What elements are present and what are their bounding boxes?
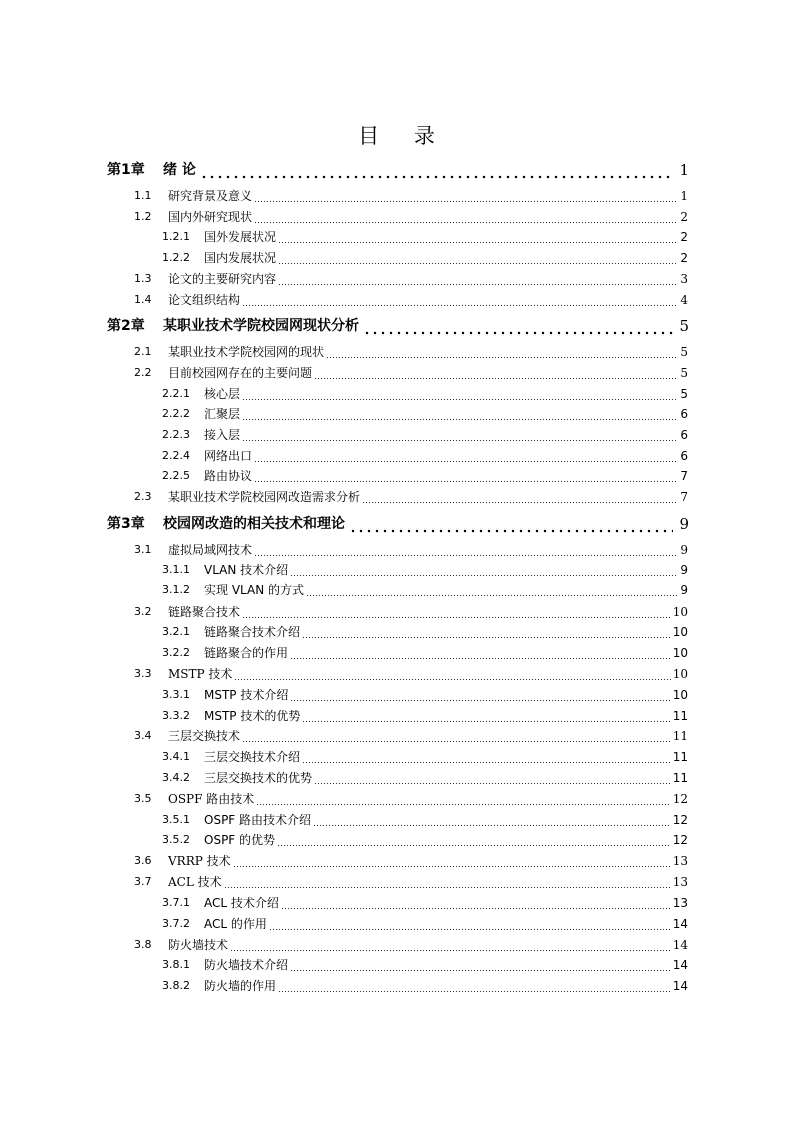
toc-chapter-entry[interactable] xyxy=(107,162,689,179)
toc-subsection-entry[interactable] xyxy=(162,428,688,442)
toc-section-entry[interactable] xyxy=(134,345,688,359)
toc-subsection-entry[interactable] xyxy=(162,583,688,597)
toc-dot-leader xyxy=(277,833,671,847)
toc-entry-number: 1.4 xyxy=(134,293,152,306)
toc-page-number: 9 xyxy=(680,563,688,577)
toc-dot-leader xyxy=(302,750,671,764)
toc-entry-number: 3.2 xyxy=(134,605,152,618)
toc-dot-leader xyxy=(242,605,671,619)
toc-subsection-entry[interactable] xyxy=(162,979,688,993)
toc-entry-title: 汇聚层 xyxy=(204,407,241,421)
toc-dot-leader xyxy=(290,646,671,660)
toc-dot-leader xyxy=(224,875,671,889)
toc-entry-title: 某职业技术学院校园网现状分析 xyxy=(163,318,359,334)
toc-subsection-entry[interactable] xyxy=(162,469,688,483)
toc-page-number: 2 xyxy=(680,210,688,224)
toc-page-number: 10 xyxy=(672,625,688,639)
toc-page-number: 2 xyxy=(680,251,688,265)
toc-entry-title: 防火墙技术介绍 xyxy=(204,958,289,972)
toc-page-number: 11 xyxy=(672,709,688,723)
toc-section-entry[interactable] xyxy=(134,938,688,952)
toc-page-number: 13 xyxy=(672,896,688,910)
toc-entry-title: OSPF 路由技术介绍 xyxy=(204,813,312,827)
toc-subsection-entry[interactable] xyxy=(162,958,688,972)
toc-page-number: 9 xyxy=(679,515,689,533)
toc-entry-number: 3.6 xyxy=(134,854,152,867)
toc-dot-leader xyxy=(242,407,678,421)
toc-section-entry[interactable] xyxy=(134,366,688,380)
toc-dot-leader xyxy=(254,543,678,557)
toc-page-number: 11 xyxy=(672,729,688,743)
toc-section-entry[interactable] xyxy=(134,543,688,557)
toc-dot-leader xyxy=(314,771,671,785)
toc-entry-title: OSPF 的优势 xyxy=(204,833,276,847)
toc-section-entry[interactable] xyxy=(134,792,688,806)
toc-page-number: 5 xyxy=(680,387,688,401)
toc-subsection-entry[interactable] xyxy=(162,449,688,463)
toc-dot-leader xyxy=(313,813,671,827)
toc-entry-number: 第1章 xyxy=(107,162,145,178)
toc-entry-title: ACL 的作用 xyxy=(204,917,267,931)
toc-dot-leader xyxy=(362,490,678,504)
page-title: 目 录 xyxy=(358,124,449,148)
toc-subsection-entry[interactable] xyxy=(162,833,688,847)
toc-page-number: 1 xyxy=(679,161,689,179)
toc-entry-title: 核心层 xyxy=(204,387,241,401)
toc-entry-title: 研究背景及意义 xyxy=(168,189,253,203)
toc-entry-title: 某职业技术学院校园网改造需求分析 xyxy=(168,490,361,504)
toc-entry-number: 3.1.1 xyxy=(162,563,190,576)
toc-dot-leader xyxy=(256,792,670,806)
toc-page-number: 7 xyxy=(680,490,688,504)
toc-subsection-entry[interactable] xyxy=(162,709,688,723)
toc-entry-number: 3.8 xyxy=(134,938,152,951)
toc-entry-title: 防火墙技术 xyxy=(168,938,229,952)
toc-dot-leader xyxy=(242,729,671,743)
toc-dot-leader xyxy=(278,979,671,993)
toc-entry-number: 3.1.2 xyxy=(162,583,190,596)
toc-entry-title: ACL 技术介绍 xyxy=(204,896,279,910)
toc-page-number: 11 xyxy=(672,750,688,764)
toc-entry-number: 3.3.2 xyxy=(162,709,190,722)
toc-page-number: 13 xyxy=(672,854,688,868)
toc-entry-number: 第2章 xyxy=(107,318,145,334)
toc-section-entry[interactable] xyxy=(134,667,688,681)
toc-dot-leader xyxy=(234,667,670,681)
toc-entry-title: 链路聚合技术 xyxy=(168,605,241,619)
toc-dot-leader xyxy=(314,366,678,380)
toc-section-entry[interactable] xyxy=(134,293,688,307)
toc-page-number: 5 xyxy=(679,317,689,335)
toc-dot-leader xyxy=(200,162,674,179)
toc-subsection-entry[interactable] xyxy=(162,813,688,827)
toc-dot-leader xyxy=(281,896,671,910)
toc-entry-title: 目前校园网存在的主要问题 xyxy=(168,366,313,380)
toc-dot-leader xyxy=(269,917,671,931)
toc-entry-title: 网络出口 xyxy=(204,449,253,463)
toc-dot-leader xyxy=(242,428,678,442)
toc-entry-number: 3.2.1 xyxy=(162,625,190,638)
toc-dot-leader xyxy=(302,709,670,723)
toc-dot-leader xyxy=(278,272,678,286)
toc-section-entry[interactable] xyxy=(134,729,688,743)
toc-entry-number: 第3章 xyxy=(107,516,145,532)
toc-entry-title: 国内外研究现状 xyxy=(168,210,253,224)
toc-entry-number: 3.3 xyxy=(134,667,152,680)
toc-chapter-entry[interactable] xyxy=(107,318,689,335)
toc-subsection-entry[interactable] xyxy=(162,625,688,639)
toc-page-number: 14 xyxy=(672,979,688,993)
toc-entry-title: 链路聚合技术介绍 xyxy=(204,625,301,639)
toc-entry-title: 某职业技术学院校园网的现状 xyxy=(168,345,325,359)
toc-entry-title: 虚拟局域网技术 xyxy=(168,543,253,557)
toc-dot-leader xyxy=(278,251,678,265)
toc-entry-number: 3.5 xyxy=(134,792,152,805)
toc-entry-number: 3.8.1 xyxy=(162,958,190,971)
toc-page-number: 14 xyxy=(672,958,688,972)
toc-dot-leader xyxy=(233,854,671,868)
toc-entry-title: 实现 VLAN 的方式 xyxy=(204,583,304,597)
toc-page-number: 1 xyxy=(680,189,688,203)
toc-section-entry[interactable] xyxy=(134,875,688,889)
toc-subsection-entry[interactable] xyxy=(162,646,688,660)
toc-entry-title: 论文组织结构 xyxy=(168,293,241,307)
toc-entry-number: 1.1 xyxy=(134,189,152,202)
toc-entry-title: 国内发展状况 xyxy=(204,251,277,265)
toc-entry-number: 2.2.3 xyxy=(162,428,190,441)
toc-page-number: 6 xyxy=(680,449,688,463)
toc-dot-leader xyxy=(254,469,678,483)
toc-page-number: 6 xyxy=(680,407,688,421)
toc-dot-leader xyxy=(302,625,671,639)
toc-entry-title: 三层交换技术介绍 xyxy=(204,750,301,764)
toc-entry-title: OSPF 路由技术 xyxy=(168,792,255,806)
toc-page-number: 10 xyxy=(672,688,688,702)
toc-entry-number: 2.2.2 xyxy=(162,407,190,420)
toc-entry-title: 校园网改造的相关技术和理论 xyxy=(163,516,345,532)
toc-page-number: 10 xyxy=(672,667,688,681)
toc-page-number: 9 xyxy=(680,543,688,557)
toc-subsection-entry[interactable] xyxy=(162,230,688,244)
toc-page-number: 4 xyxy=(680,293,688,307)
toc-page-number: 10 xyxy=(672,605,688,619)
toc-entry-title: 论文的主要研究内容 xyxy=(168,272,277,286)
toc-page-number: 12 xyxy=(672,813,688,827)
toc-entry-number: 3.4.1 xyxy=(162,750,190,763)
toc-entry-title: 接入层 xyxy=(204,428,241,442)
toc-page-number: 12 xyxy=(672,833,688,847)
toc-chapter-entry[interactable] xyxy=(107,516,689,533)
toc-entry-title: 防火墙的作用 xyxy=(204,979,277,993)
toc-entry-number: 3.3.1 xyxy=(162,688,190,701)
toc-dot-leader xyxy=(278,230,678,244)
toc-section-entry[interactable] xyxy=(134,605,688,619)
toc-entry-title: MSTP 技术介绍 xyxy=(204,688,289,702)
toc-page-number: 14 xyxy=(672,938,688,952)
toc-entry-number: 3.5.1 xyxy=(162,813,190,826)
toc-page-number: 14 xyxy=(672,917,688,931)
toc-subsection-entry[interactable] xyxy=(162,896,688,910)
toc-dot-leader xyxy=(349,516,673,533)
toc-page-number: 11 xyxy=(672,771,688,785)
toc-entry-number: 3.7.1 xyxy=(162,896,190,909)
toc-subsection-entry[interactable] xyxy=(162,563,688,577)
toc-dot-leader xyxy=(290,688,670,702)
toc-subsection-entry[interactable] xyxy=(162,407,688,421)
toc-dot-leader xyxy=(326,345,678,359)
toc-dot-leader xyxy=(242,293,678,307)
toc-entry-title: MSTP 技术的优势 xyxy=(204,709,301,723)
toc-entry-number: 1.2.2 xyxy=(162,251,190,264)
toc-subsection-entry[interactable] xyxy=(162,750,688,764)
toc-dot-leader xyxy=(254,210,678,224)
toc-entry-number: 2.3 xyxy=(134,490,152,503)
toc-section-entry[interactable] xyxy=(134,210,688,224)
toc-entry-number: 1.3 xyxy=(134,272,152,285)
toc-page-number: 7 xyxy=(680,469,688,483)
toc-subsection-entry[interactable] xyxy=(162,917,688,931)
toc-entry-number: 3.2.2 xyxy=(162,646,190,659)
toc-subsection-entry[interactable] xyxy=(162,251,688,265)
toc-page-number: 3 xyxy=(680,272,688,286)
toc-page-number: 12 xyxy=(672,792,688,806)
toc-entry-number: 3.8.2 xyxy=(162,979,190,992)
toc-dot-leader xyxy=(242,387,678,401)
toc-entry-number: 3.7 xyxy=(134,875,152,888)
toc-section-entry[interactable] xyxy=(134,490,688,504)
toc-dot-leader xyxy=(254,449,678,463)
toc-entry-title: 路由协议 xyxy=(204,469,253,483)
toc-entry-number: 3.5.2 xyxy=(162,833,190,846)
toc-page-number: 5 xyxy=(680,366,688,380)
toc-page-number: 5 xyxy=(680,345,688,359)
toc-subsection-entry[interactable] xyxy=(162,387,688,401)
toc-entry-title: ACL 技术 xyxy=(168,875,222,889)
toc-subsection-entry[interactable] xyxy=(162,771,688,785)
toc-entry-number: 3.1 xyxy=(134,543,152,556)
toc-dot-leader xyxy=(290,563,678,577)
toc-dot-leader xyxy=(363,318,673,335)
toc-entry-number: 3.4 xyxy=(134,729,152,742)
toc-section-entry[interactable] xyxy=(134,854,688,868)
toc-dot-leader xyxy=(254,189,678,203)
toc-entry-title: 国外发展状况 xyxy=(204,230,277,244)
toc-section-entry[interactable] xyxy=(134,189,688,203)
toc-entry-title: 三层交换技术的优势 xyxy=(204,771,313,785)
toc-subsection-entry[interactable] xyxy=(162,688,688,702)
toc-page-number: 2 xyxy=(680,230,688,244)
toc-entry-title: 三层交换技术 xyxy=(168,729,241,743)
toc-entry-number: 2.2 xyxy=(134,366,152,379)
toc-entry-title: 链路聚合的作用 xyxy=(204,646,289,660)
toc-entry-title: VLAN 技术介绍 xyxy=(204,563,289,577)
toc-dot-leader xyxy=(306,583,678,597)
toc-page-number: 13 xyxy=(672,875,688,889)
toc-entry-number: 1.2.1 xyxy=(162,230,190,243)
toc-entry-number: 1.2 xyxy=(134,210,152,223)
toc-entry-number: 3.7.2 xyxy=(162,917,190,930)
toc-entry-number: 2.1 xyxy=(134,345,152,358)
toc-dot-leader xyxy=(290,958,671,972)
toc-entry-number: 2.2.5 xyxy=(162,469,190,482)
toc-entry-title: VRRP 技术 xyxy=(168,854,231,868)
toc-dot-leader xyxy=(230,938,671,952)
toc-page-number: 10 xyxy=(672,646,688,660)
toc-entry-number: 3.4.2 xyxy=(162,771,190,784)
toc-section-entry[interactable] xyxy=(134,272,688,286)
toc-page-number: 6 xyxy=(680,428,688,442)
toc-page-number: 9 xyxy=(680,583,688,597)
toc-entry-title: 绪 论 xyxy=(163,162,196,178)
toc-entry-title: MSTP 技术 xyxy=(168,667,233,681)
toc-entry-number: 2.2.1 xyxy=(162,387,190,400)
toc-entry-number: 2.2.4 xyxy=(162,449,190,462)
